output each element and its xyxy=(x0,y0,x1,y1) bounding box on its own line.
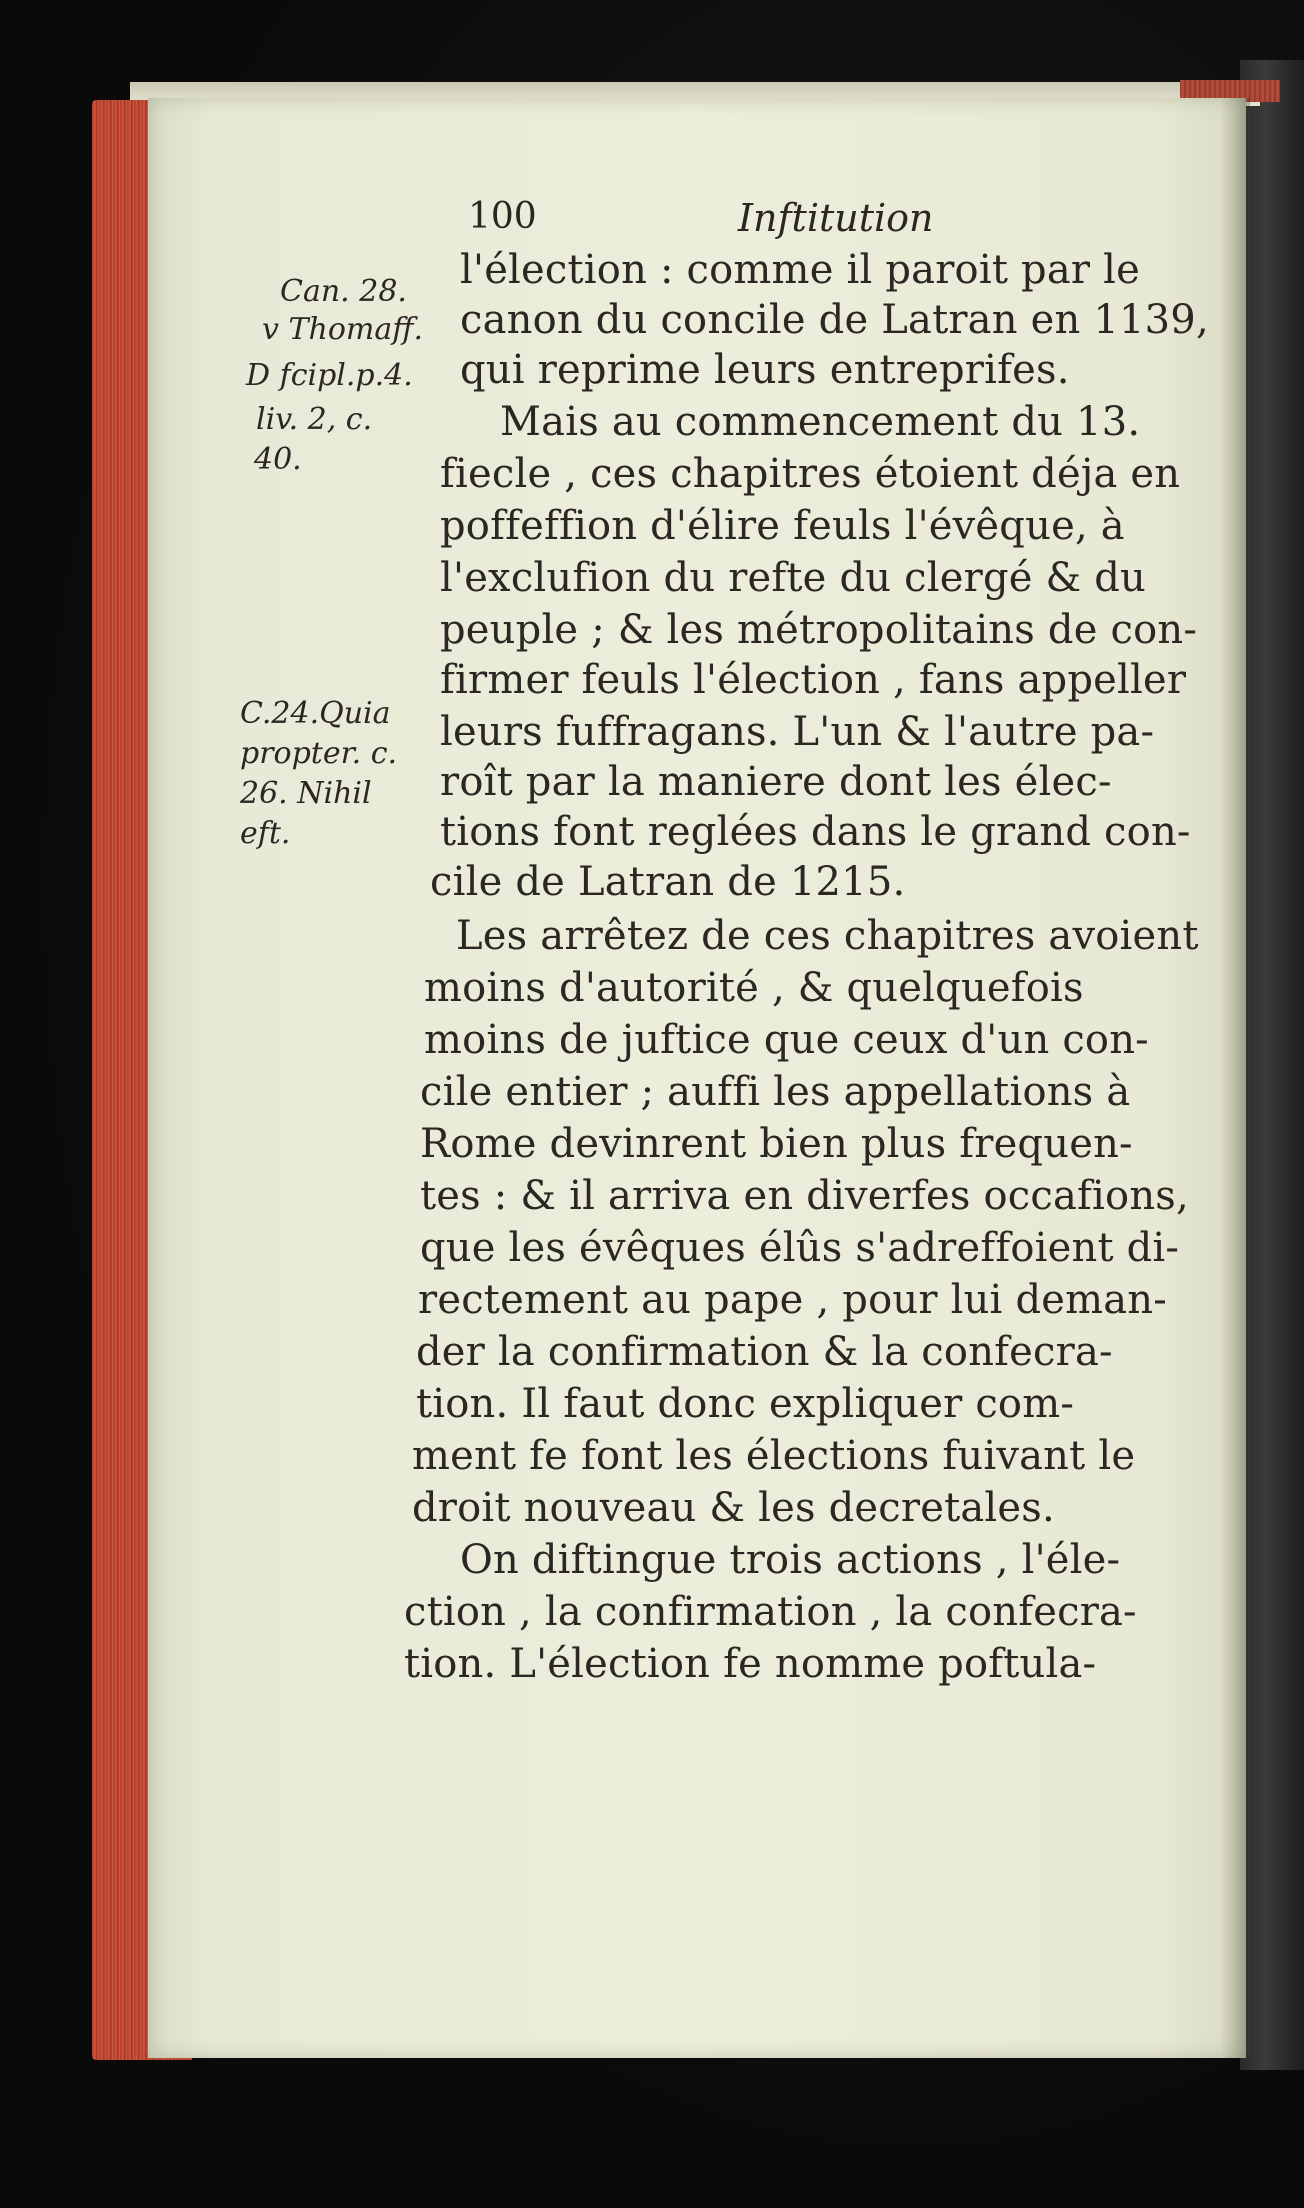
text-line: poffeffion d'élire feuls l'évêque, à xyxy=(440,503,1125,549)
text-line: moins de juftice que ceux d'un con- xyxy=(424,1017,1149,1063)
text-line: l'exclufion du refte du clergé & du xyxy=(440,555,1147,601)
margin-note: 26. Nihil xyxy=(240,776,372,811)
margin-note: eft. xyxy=(240,816,291,851)
margin-note: v Thomaff. xyxy=(262,312,424,347)
page-header xyxy=(468,196,948,242)
text-line: qui reprime leurs entreprifes. xyxy=(460,347,1070,393)
text-line: On diftingue trois actions , l'éle- xyxy=(460,1537,1121,1583)
text-line: firmer feuls l'élection , fans appeller xyxy=(440,657,1187,703)
margin-note: Can. 28. xyxy=(280,274,407,309)
text-line: ction , la confirmation , la confecra- xyxy=(404,1589,1137,1635)
text-line: cile entier ; auffi les appellations à xyxy=(420,1069,1131,1115)
margin-note: liv. 2, c. xyxy=(256,402,373,437)
text-line: que les évêques élûs s'adreffoient di- xyxy=(420,1225,1180,1271)
text-line: Rome devinrent bien plus frequen- xyxy=(420,1121,1133,1167)
text-line: fiecle , ces chapitres étoient déja en xyxy=(440,451,1181,497)
margin-note: 40. xyxy=(254,442,302,477)
text-line: droit nouveau & les decretales. xyxy=(412,1485,1055,1531)
text-line: canon du concile de Latran en 1139, xyxy=(460,297,1209,343)
text-line: der la confirmation & la confecra- xyxy=(416,1329,1113,1375)
page-gutter-shadow xyxy=(1220,98,1250,2058)
text-line: Mais au commencement du 13. xyxy=(500,399,1141,445)
text-line: l'élection : comme il paroit par le xyxy=(460,247,1140,293)
text-line: Les arrêtez de ces chapitres avoient xyxy=(456,913,1199,959)
margin-note: propter. c. xyxy=(240,736,398,771)
text-line: cile de Latran de 1215. xyxy=(430,859,906,905)
text-line: tion. Il faut donc expliquer com- xyxy=(416,1381,1075,1427)
text-line: leurs fuffragans. L'un & l'autre pa- xyxy=(440,709,1155,755)
text-line: ment fe font les élections fuivant le xyxy=(412,1433,1136,1479)
running-title: Inftitution xyxy=(738,196,934,240)
text-line: tions font reglées dans le grand con- xyxy=(440,809,1191,855)
page-number: 100 xyxy=(468,196,537,237)
margin-note: D fcipl.p.4. xyxy=(246,358,413,393)
text-line: rectement au pape , pour lui deman- xyxy=(418,1277,1167,1323)
margin-note: C.24.Quia xyxy=(240,696,391,731)
text-line: tes : & il arriva en diverfes occafions, xyxy=(420,1173,1189,1219)
text-line: moins d'autorité , & quelquefois xyxy=(424,965,1084,1011)
text-line: roît par la maniere dont les élec- xyxy=(440,759,1112,805)
text-line: tion. L'élection fe nomme poftula- xyxy=(404,1641,1097,1687)
text-line: peuple ; & les métropolitains de con- xyxy=(440,607,1198,653)
